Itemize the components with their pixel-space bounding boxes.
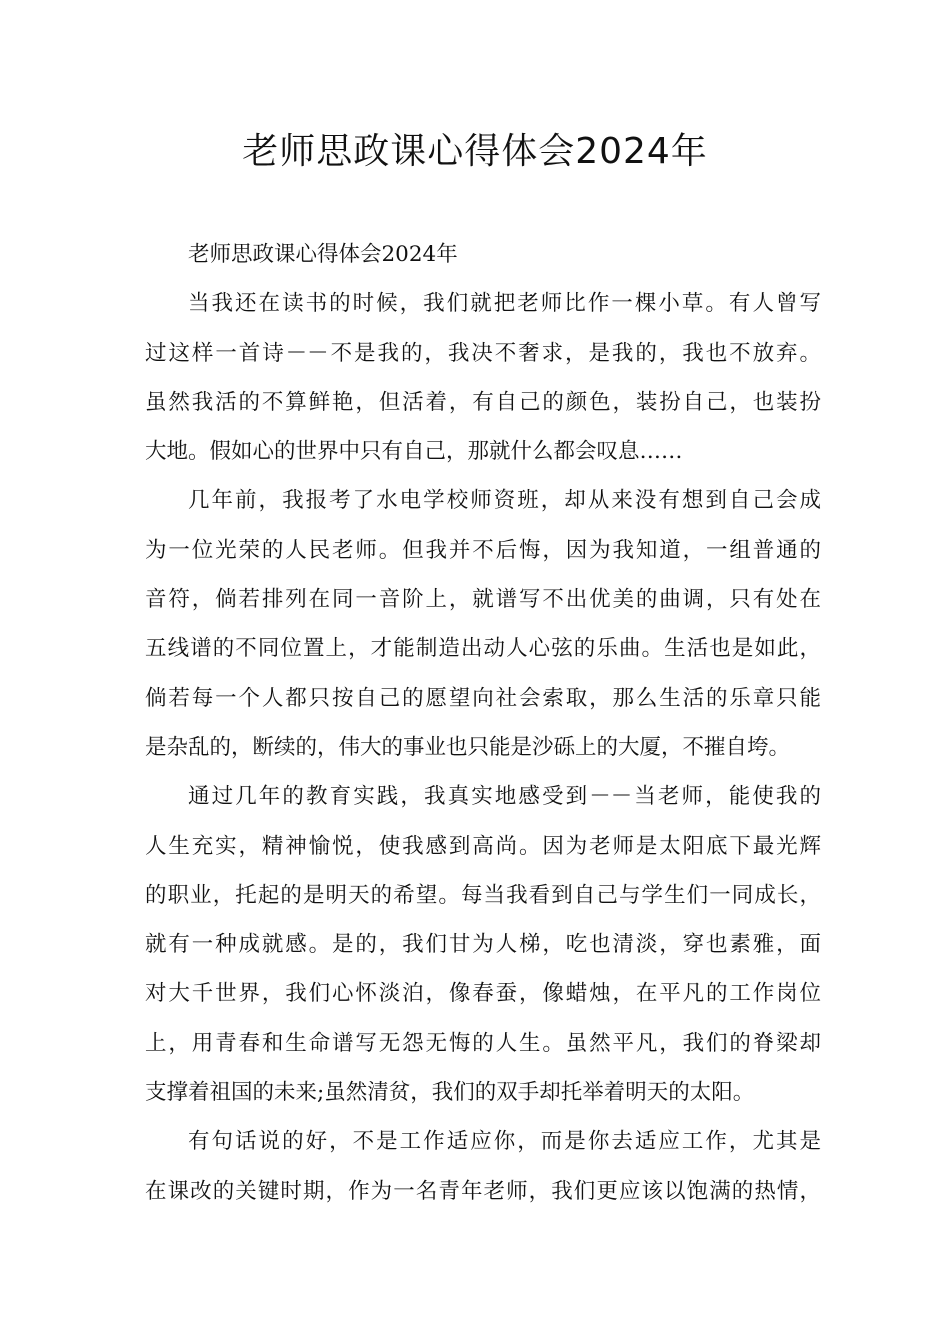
body-line: 对大千世界，我们心怀淡泊，像春蚕，像蜡烛，在平凡的工作岗位 bbox=[145, 981, 821, 1007]
body-line: 就有一种成就感。是的，我们甘为人梯，吃也清淡，穿也素雅，面 bbox=[145, 932, 821, 958]
body-line: 有句话说的好，不是工作适应你，而是你去适应工作，尤其是 bbox=[188, 1129, 821, 1155]
body-line: 的职业，托起的是明天的希望。每当我看到自己与学生们一同成长， bbox=[145, 882, 821, 908]
body-line: 人生充实，精神愉悦，使我感到高尚。因为老师是太阳底下最光辉 bbox=[145, 833, 821, 859]
body-line: 老师思政课心得体会2024年 bbox=[188, 242, 458, 267]
body-line: 几年前，我报考了水电学校师资班，却从来没有想到自己会成 bbox=[188, 488, 821, 514]
document-body bbox=[145, 230, 821, 1216]
document-title: 老师思政课心得体会2024年 bbox=[242, 131, 708, 172]
body-line: 通过几年的教育实践，我真实地感受到－－当老师，能使我的 bbox=[188, 784, 821, 810]
body-line: 为一位光荣的人民老师。但我并不后悔，因为我知道，一组普通的 bbox=[145, 537, 821, 563]
body-line: 倘若每一个人都只按自己的愿望向社会索取，那么生活的乐章只能 bbox=[145, 685, 821, 711]
body-line: 是杂乱的，断续的，伟大的事业也只能是沙砾上的大厦，不摧自垮。 bbox=[145, 734, 791, 760]
body-line: 当我还在读书的时候，我们就把老师比作一棵小草。有人曾写 bbox=[188, 291, 821, 317]
body-line: 大地。假如心的世界中只有自己，那就什么都会叹息…… bbox=[145, 439, 683, 465]
body-line: 上，用青春和生命谱写无怨无悔的人生。虽然平凡，我们的脊梁却 bbox=[145, 1030, 821, 1056]
body-line: 音符，倘若排列在同一音阶上，就谱写不出优美的曲调，只有处在 bbox=[145, 587, 821, 613]
body-line: 在课改的关键时期，作为一名青年老师，我们更应该以饱满的热情， bbox=[145, 1178, 821, 1204]
body-line: 支撑着祖国的未来;虽然清贫，我们的双手却托举着明天的太阳。 bbox=[145, 1080, 755, 1106]
body-line: 过这样一首诗－－不是我的，我决不奢求，是我的，我也不放弃。 bbox=[145, 340, 821, 366]
body-line: 五线谱的不同位置上，才能制造出动人心弦的乐曲。生活也是如此， bbox=[145, 636, 821, 662]
body-line: 虽然我活的不算鲜艳，但活着，有自己的颜色，装扮自己，也装扮 bbox=[145, 389, 821, 415]
